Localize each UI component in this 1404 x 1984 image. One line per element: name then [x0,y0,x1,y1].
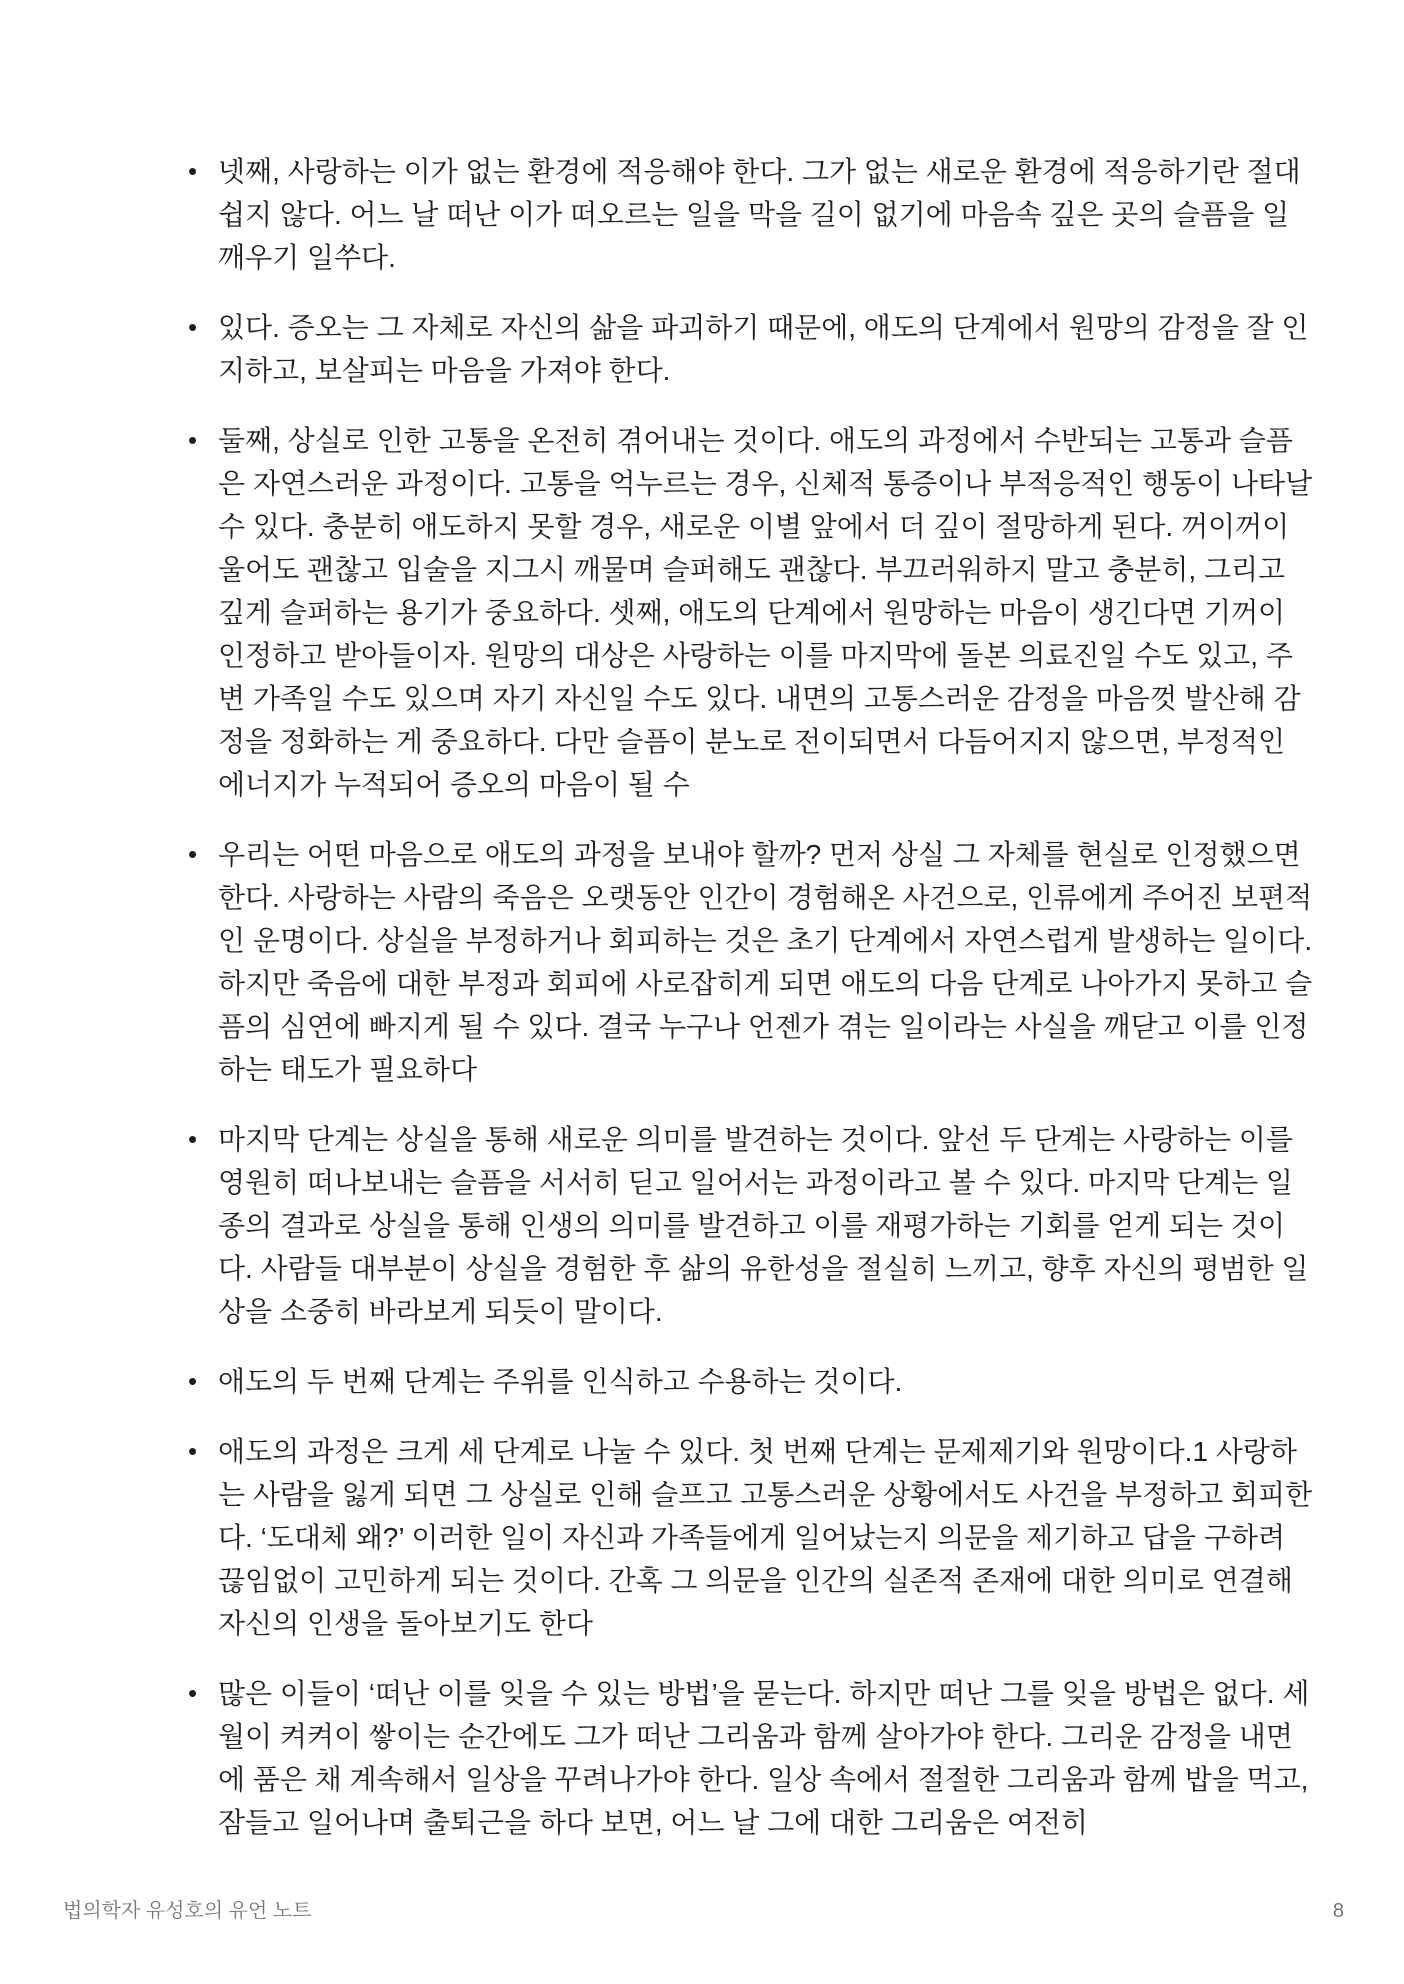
bullet-text: 넷째, 사랑하는 이가 없는 환경에 적응해야 한다. 그가 없는 새로운 환경에 적응하기란 절대 쉽지 않다. 어느 날 떠난 이가 떠오르는 일을 막을 길이 없기에 마음속 깊은 곳의 슬픔을 일깨우기 일쑤다. [218,156,1301,273]
footer-book-title: 법의학자 유성호의 유언 노트 [63,1900,312,1922]
bullet-text: 애도의 두 번째 단계는 주위를 인식하고 수용하는 것이다. [218,1366,903,1397]
footer-page-number: 8 [1332,1900,1344,1922]
bullet-item-2 [188,306,1313,392]
bullet-icon: • [188,1436,198,1466]
bullet-item-8 [188,1672,1313,1844]
bullet-icon: • [188,425,198,455]
bullet-item-7 [188,1430,1313,1645]
bullet-list [188,150,1313,1871]
bullet-icon: • [188,1366,198,1396]
bullet-icon: • [188,1124,198,1154]
bullet-icon: • [188,1678,198,1708]
bullet-icon: • [188,156,198,186]
bullet-text: 우리는 어떤 마음으로 애도의 과정을 보내야 할까? 먼저 상실 그 자체를 현실로 인정했으면 한다. 사랑하는 사람의 죽음은 오랫동안 인간이 경험해온 사건으로, 인류에게 주어진 보편적인 운명이다. 상실을 부정하거나 회피하는 것은 초기 단계에서 자연스럽게 발생하는 일이다. 하지만 죽음에 대한 부정과 회피에 사로잡히게 되면 애도의 다음 단계로 나아가지 못하고 슬픔의 심연에 빠지게 될 수 있다. 결국 누구나 언젠가 겪는 일이라는 사실을 깨닫고 이를 인정하는 태도가 필요하다 [218,839,1313,1085]
bullet-item-5 [188,1118,1313,1333]
bullet-item-3 [188,419,1313,806]
bullet-item-1 [188,150,1313,279]
bullet-item-4 [188,833,1313,1091]
bullet-text: 많은 이들이 ‘떠난 이를 잊을 수 있는 방법’을 묻는다. 하지만 떠난 그를 잊을 방법은 없다. 세월이 켜켜이 쌓이는 순간에도 그가 떠난 그리움과 함께 살아가야 한다. 그리운 감정을 내면에 품은 채 계속해서 일상을 꾸려나가야 한다. 일상 속에서 절절한 그리움과 함께 밥을 먹고, 잠들고 일어나며 출퇴근을 하다 보면, 어느 날 그에 대한 그리움은 여전히 [218,1678,1310,1838]
bullet-text: 애도의 과정은 크게 세 단계로 나눌 수 있다. 첫 번째 단계는 문제제기와 원망이다.1 사랑하는 사람을 잃게 되면 그 상실로 인해 슬프고 고통스러운 상황에서도 사건을 부정하고 회피한다. ‘도대체 왜?’ 이러한 일이 자신과 가족들에게 일어났는지 의문을 제기하고 답을 구하려 끊임없이 고민하게 되는 것이다. 간혹 그 의문을 인간의 실존적 존재에 대한 의미로 연결해 자신의 인생을 돌아보기도 한다 [218,1436,1313,1639]
page-footer [63,1898,1344,1924]
bullet-icon: • [188,312,198,342]
bullet-text: 있다. 증오는 그 자체로 자신의 삶을 파괴하기 때문에, 애도의 단계에서 원망의 감정을 잘 인지하고, 보살피는 마음을 가져야 한다. [218,312,1309,386]
bullet-icon: • [188,839,198,869]
bullet-text: 둘째, 상실로 인한 고통을 온전히 겪어내는 것이다. 애도의 과정에서 수반되는 고통과 슬픔은 자연스러운 과정이다. 고통을 억누르는 경우, 신체적 통증이나 부적응적인 행동이 나타날 수 있다. 충분히 애도하지 못할 경우, 새로운 이별 앞에서 더 깊이 절망하게 된다. 꺼이꺼이 울어도 괜찮고 입술을 지그시 깨물며 슬퍼해도 괜찮다. 부끄러워하지 말고 충분히, 그리고 깊게 슬퍼하는 용기가 중요하다. 셋째, 애도의 단계에서 원망하는 마음이 생긴다면 기꺼이 인정하고 받아들이자. 원망의 대상은 사랑하는 이를 마지막에 돌본 의료진일 수도 있고, 주변 가족일 수도 있으며 자기 자신일 수도 있다. 내면의 고통스러운 감정을 마음껏 발산해 감정을 정화하는 게 중요하다. 다만 슬픔이 분노로 전이되면서 다듬어지지 않으면, 부정적인 에너지가 누적되어 증오의 마음이 될 수 [218,425,1313,800]
bullet-text: 마지막 단계는 상실을 통해 새로운 의미를 발견하는 것이다. 앞선 두 단계는 사랑하는 이를 영원히 떠나보내는 슬픔을 서서히 딛고 일어서는 과정이라고 볼 수 있다. 마지막 단계는 일종의 결과로 상실을 통해 인생의 의미를 발견하고 이를 재평가하는 기회를 얻게 되는 것이다. 사람들 대부분이 상실을 경험한 후 삶의 유한성을 절실히 느끼고, 향후 자신의 평범한 일상을 소중히 바라보게 되듯이 말이다. [218,1124,1309,1327]
bullet-item-6 [188,1360,1313,1403]
